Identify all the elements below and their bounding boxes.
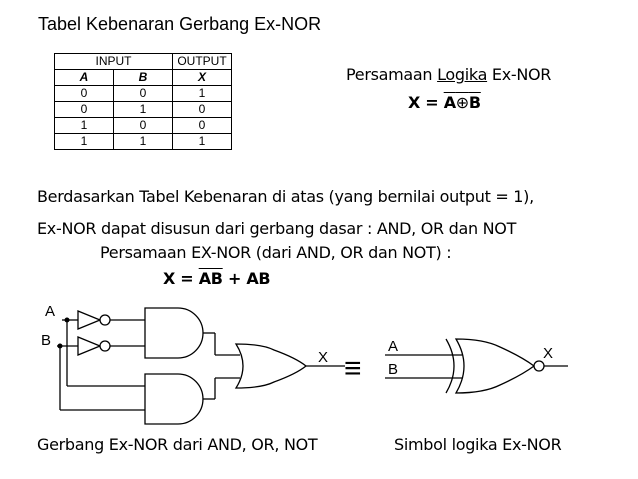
- or-gate: [236, 344, 306, 388]
- xor-operator: ⊕: [455, 93, 469, 112]
- table-cell: 1: [114, 102, 173, 118]
- right-input-b-label: B: [388, 361, 399, 378]
- sop-term: AB: [246, 269, 271, 288]
- and-gate-upper: [145, 308, 203, 358]
- column-b: B: [114, 70, 173, 86]
- column-x: X: [173, 70, 232, 86]
- paragraph-line-2: Ex-NOR dapat disusun dari gerbang dasar : AND, OR dan NOT: [37, 219, 517, 238]
- left-output-label: X: [318, 349, 329, 366]
- table-cell: 1: [173, 86, 232, 102]
- table-cell: 1: [55, 134, 114, 150]
- sop-term-inverted: $\overline{AB}$: [198, 269, 223, 288]
- not-bubble-a: [100, 315, 110, 325]
- formula-b: B: [468, 93, 481, 112]
- formula-a: A: [443, 93, 456, 112]
- table-cell: 0: [55, 102, 114, 118]
- not-bubble-b: [100, 341, 110, 351]
- page-title: Tabel Kebenaran Gerbang Ex-NOR: [38, 14, 322, 34]
- table-cell: 1: [173, 134, 232, 150]
- paragraph-line-1: Berdasarkan Tabel Kebenaran di atas (yang bernilai output = 1),: [37, 187, 534, 206]
- xnor-gate: [456, 339, 534, 393]
- right-output-label: X: [543, 345, 554, 362]
- table-cell: 1: [55, 118, 114, 134]
- equation-title-suffix: Ex-NOR: [487, 65, 552, 84]
- column-a: A: [55, 70, 114, 86]
- equation-title-underlined: Logika: [437, 65, 488, 84]
- table-cell: 1: [114, 134, 173, 150]
- caption-left: Gerbang Ex-NOR dari AND, OR, NOT: [37, 435, 318, 454]
- formula-lhs: X =: [408, 93, 444, 112]
- xnor-bubble: [534, 361, 544, 371]
- paragraph-line-3: Persamaan EX-NOR (dari AND, OR dan NOT) :: [100, 243, 452, 262]
- caption-right: Simbol logika Ex-NOR: [394, 435, 562, 454]
- and-gate-lower: [145, 374, 203, 424]
- not-gate-b: [78, 337, 100, 355]
- left-input-a-label: A: [45, 303, 56, 320]
- junction-dot-a: [65, 318, 70, 323]
- table-cell: 0: [114, 86, 173, 102]
- table-cell: 0: [173, 118, 232, 134]
- right-input-a-label: A: [388, 338, 399, 355]
- equivalence-symbol: ≡: [344, 352, 362, 385]
- table-cell: 0: [55, 86, 114, 102]
- not-gate-a: [78, 311, 100, 329]
- junction-dot-b: [58, 344, 63, 349]
- table-cell: 0: [114, 118, 173, 134]
- output-header: OUTPUT: [173, 54, 232, 70]
- sop-lhs: X =: [163, 269, 199, 288]
- left-input-b-label: B: [41, 332, 52, 349]
- input-header: INPUT: [55, 54, 173, 70]
- sop-plus: +: [222, 269, 247, 288]
- equation-title-prefix: Persamaan: [346, 65, 438, 84]
- xnor-input-curve: [446, 339, 454, 393]
- table-cell: 0: [173, 102, 232, 118]
